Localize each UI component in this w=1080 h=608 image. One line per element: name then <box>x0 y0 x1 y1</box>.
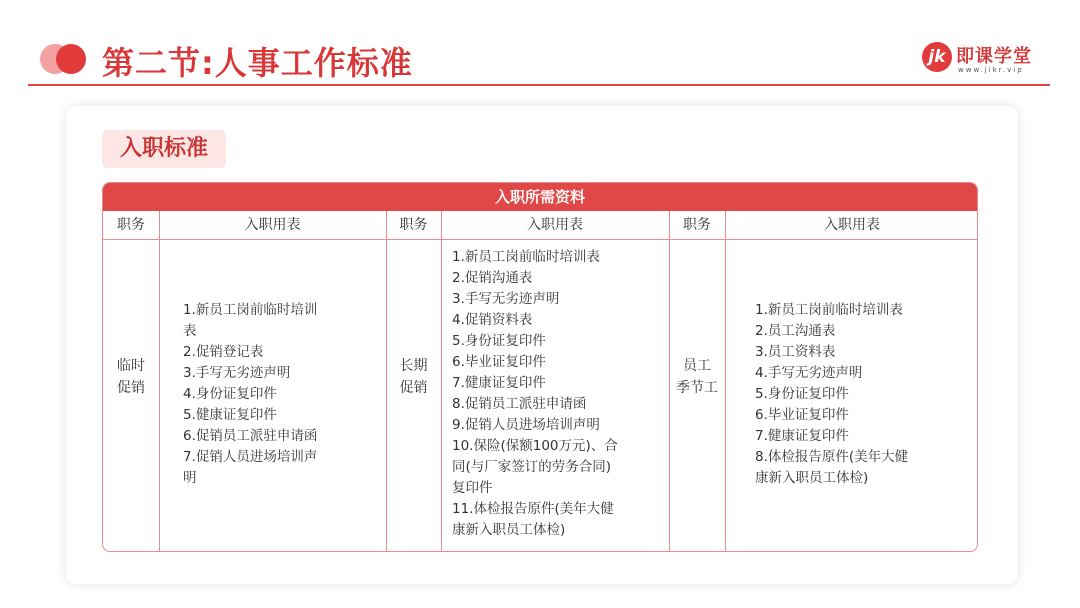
column-divider <box>159 211 160 552</box>
role-line: 员工 <box>683 358 711 374</box>
form-item: 7.健康证复印件 <box>452 375 546 391</box>
form-item: 2.促销沟通表 <box>452 270 533 286</box>
form-item: 4.促销资料表 <box>452 312 533 328</box>
form-item: 3.手写无劣迹声明 <box>183 365 291 381</box>
page-title: 第二节:人事工作标准 <box>102 44 413 82</box>
forms-list-staff-seasonal <box>755 300 908 489</box>
form-item: 同(与厂家签订的劳务合同) <box>452 459 612 475</box>
forms-list-long-term-promoter <box>452 247 618 541</box>
form-item: 表 <box>183 323 197 339</box>
form-item: 9.促销人员进场培训声明 <box>452 417 600 433</box>
logo-mark-icon: jk <box>922 42 952 72</box>
header-row-divider <box>103 239 977 240</box>
form-item: 5.身份证复印件 <box>755 386 849 402</box>
form-item: 明 <box>183 470 197 486</box>
column-divider <box>725 211 726 552</box>
table-caption: 入职所需资料 <box>103 183 977 211</box>
role-temp-promoter <box>103 355 159 399</box>
col-header-job-1: 职务 <box>117 217 145 233</box>
header-divider <box>28 84 1050 86</box>
form-item: 3.手写无劣迹声明 <box>452 291 560 307</box>
form-item: 康新入职员工体检) <box>452 522 566 538</box>
col-header-job-3: 职务 <box>683 217 711 233</box>
col-header-job-2: 职务 <box>399 217 428 233</box>
brand-logo <box>922 40 1042 80</box>
form-item: 8.体检报告原件(美年大健 <box>755 449 909 465</box>
form-item: 1.新员工岗前临时培训表 <box>755 302 903 318</box>
form-item: 4.身份证复印件 <box>183 386 277 402</box>
title-decoration <box>40 44 90 74</box>
form-item: 3.员工资料表 <box>755 344 836 360</box>
logo-url: www.jikr.vip <box>958 66 1024 74</box>
role-line: 季节工 <box>676 380 718 396</box>
form-item: 2.员工沟通表 <box>755 323 836 339</box>
form-item: 1.新员工岗前临时培训表 <box>452 249 600 265</box>
onboarding-table <box>102 182 978 552</box>
form-item: 2.促销登记表 <box>183 344 264 360</box>
form-item: 8.促销员工派驻申请函 <box>452 396 587 412</box>
form-item: 5.健康证复印件 <box>183 407 277 423</box>
col-header-forms-1: 入职用表 <box>244 217 301 233</box>
form-item: 4.手写无劣迹声明 <box>755 365 863 381</box>
form-item: 6.毕业证复印件 <box>452 354 546 370</box>
logo-text: 即课学堂 <box>956 46 1032 67</box>
decor-circle-dark <box>56 44 86 74</box>
role-staff-seasonal <box>669 355 725 399</box>
col-header-forms-2: 入职用表 <box>527 217 583 233</box>
form-item: 复印件 <box>452 480 493 496</box>
role-line: 促销 <box>117 380 145 396</box>
role-line: 促销 <box>399 380 428 396</box>
form-item: 康新入职员工体检) <box>755 470 869 486</box>
form-item: 1.新员工岗前临时培训 <box>183 302 318 318</box>
role-line: 临时 <box>117 358 145 374</box>
form-item: 10.保险(保额100万元)、合 <box>452 438 618 454</box>
column-divider <box>441 211 442 552</box>
form-item: 7.促销人员进场培训声 <box>183 449 318 465</box>
col-header-forms-3: 入职用表 <box>824 217 880 233</box>
form-item: 11.体检报告原件(美年大健 <box>452 501 614 517</box>
role-line: 长期 <box>399 358 428 374</box>
form-item: 6.促销员工派驻申请函 <box>183 428 318 444</box>
form-item: 7.健康证复印件 <box>755 428 849 444</box>
form-item: 5.身份证复印件 <box>452 333 546 349</box>
form-item: 6.毕业证复印件 <box>755 407 849 423</box>
section-tag: 入职标准 <box>102 130 226 168</box>
forms-list-temp-promoter <box>183 300 317 489</box>
role-long-term-promoter <box>386 355 441 399</box>
